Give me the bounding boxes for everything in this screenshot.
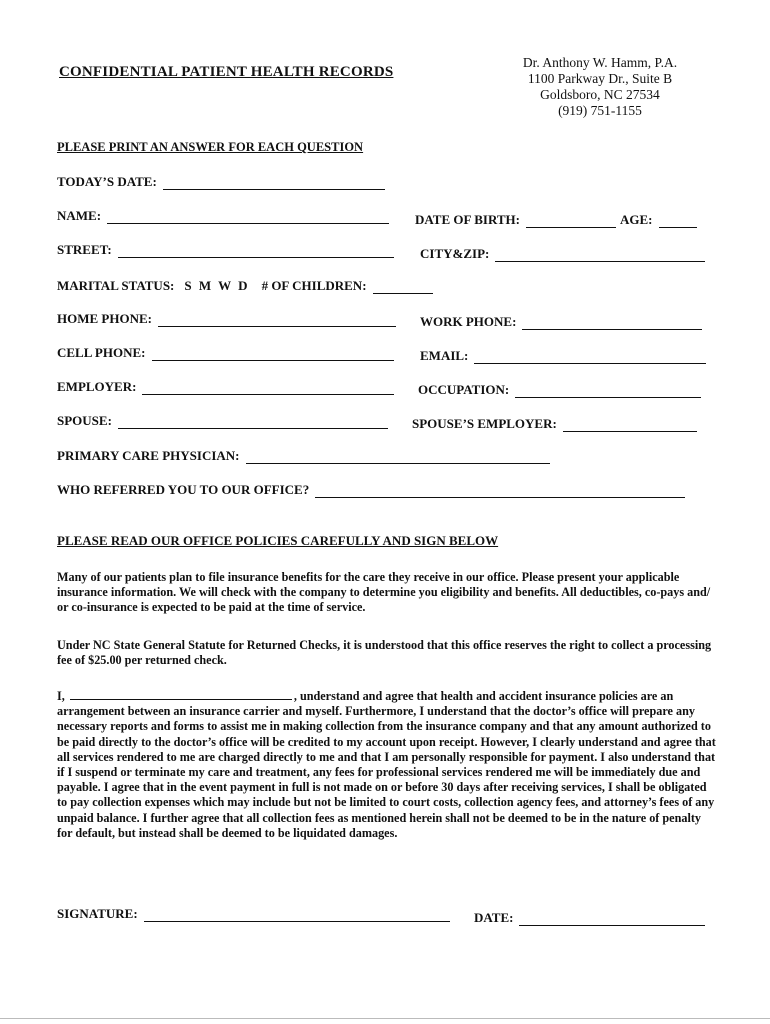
age-label: AGE: — [620, 212, 653, 227]
children-label: # OF CHILDREN: — [261, 278, 367, 293]
employer-row — [57, 379, 394, 395]
dob-field[interactable] — [526, 214, 616, 228]
spouse-field[interactable] — [118, 415, 388, 429]
referred-label: WHO REFERRED YOU TO OUR OFFICE? — [57, 482, 310, 497]
signature-row — [57, 906, 450, 922]
city-zip-label: CITY&ZIP: — [420, 246, 490, 261]
spouse-employer-row — [412, 416, 697, 432]
office-phone: (919) 751-1155 — [558, 103, 642, 118]
signature-date-row — [474, 910, 705, 926]
occupation-label: OCCUPATION: — [418, 382, 510, 397]
age-field[interactable] — [659, 214, 697, 228]
work-phone-label: WORK PHONE: — [420, 314, 517, 329]
agreement-text: , understand and agree that health and accident insurance policies are an arrangement between an insurance carrier and myself. Furthermore, I understand that the doctor’s office will prepare any necessary reports and forms to assist me in making collection from the insurance company and that any amount authorized to be paid directly to the doctor’s office will be credited to my account upon receipt. However, I clearly understand and agree that all services rendered to me are charged directly to me and that I am personally responsible for payment. I also understand that if I suspend or terminate my care and treatment, any fees for professional services rendered me will be immediately due and payable. I agree that in the event payment in full is not made on or before 30 days after receiving services, I shall be obligated to pay collection expenses which may include but not be limited to court costs, collection agency fees, and attorney’s fees of any unpaid balance. I further agree that all collection fees as mentioned herein shall not be deemed to be in the nature of penalty for default, but instead shall be deemed to be liquidated damages. — [57, 689, 716, 840]
occupation-row — [418, 382, 701, 398]
cell-phone-label: CELL PHONE: — [57, 345, 146, 360]
marital-row — [57, 278, 433, 294]
todays-date-label: TODAY’S DATE: — [57, 174, 157, 189]
occupation-field[interactable] — [515, 384, 701, 398]
spouse-employer-label: SPOUSE’S EMPLOYER: — [412, 416, 557, 431]
email-row — [420, 348, 706, 364]
city-zip-row — [420, 246, 705, 262]
name-field[interactable] — [107, 210, 389, 224]
email-field[interactable] — [474, 350, 706, 364]
cell-phone-row — [57, 345, 394, 361]
street-field[interactable] — [118, 244, 394, 258]
children-field[interactable] — [373, 280, 433, 294]
policies-heading: PLEASE READ OUR OFFICE POLICIES CAREFULLY AND SIGN BELOW — [57, 533, 499, 548]
employer-field[interactable] — [142, 381, 394, 395]
office-address — [470, 55, 730, 119]
spouse-label: SPOUSE: — [57, 413, 112, 428]
agreement-name-field[interactable] — [70, 688, 292, 700]
marital-options[interactable]: S M W D — [184, 278, 250, 293]
signature-label: SIGNATURE: — [57, 906, 138, 921]
employer-label: EMPLOYER: — [57, 379, 137, 394]
dob-row — [415, 212, 697, 228]
street-label: STREET: — [57, 242, 112, 257]
work-phone-field[interactable] — [522, 316, 702, 330]
todays-date-field[interactable] — [163, 176, 385, 190]
email-label: EMAIL: — [420, 348, 469, 363]
print-instruction: PLEASE PRINT AN ANSWER FOR EACH QUESTION — [57, 140, 364, 154]
pcp-row — [57, 448, 550, 464]
todays-date-row — [57, 174, 385, 190]
spouse-row — [57, 413, 388, 429]
work-phone-row — [420, 314, 702, 330]
referred-row — [57, 482, 685, 498]
scan-edge-divider — [0, 1018, 770, 1019]
city-zip-field[interactable] — [495, 248, 705, 262]
home-phone-field[interactable] — [158, 313, 396, 327]
name-row — [57, 208, 389, 224]
city-state-zip: Goldsboro, NC 27534 — [540, 87, 660, 102]
signature-date-label: DATE: — [474, 910, 514, 925]
marital-label: MARITAL STATUS: — [57, 278, 175, 293]
agreement-paragraph — [57, 688, 717, 841]
cell-phone-field[interactable] — [152, 347, 394, 361]
spouse-employer-field[interactable] — [563, 418, 697, 432]
pcp-field[interactable] — [246, 450, 550, 464]
referred-field[interactable] — [315, 484, 685, 498]
street-row — [57, 242, 394, 258]
form-title: CONFIDENTIAL PATIENT HEALTH RECORDS — [59, 64, 394, 80]
name-label: NAME: — [57, 208, 102, 223]
street-address: 1100 Parkway Dr., Suite B — [527, 71, 673, 86]
doctor-name: Dr. Anthony W. Hamm, P.A. — [522, 55, 678, 70]
signature-date-field[interactable] — [519, 912, 705, 926]
returned-checks-paragraph: Under NC State General Statute for Returned Checks, it is understood that this office reserves the right to collect a processing fee of $25.00 per returned check. — [57, 638, 712, 668]
pcp-label: PRIMARY CARE PHYSICIAN: — [57, 448, 240, 463]
dob-label: DATE OF BIRTH: — [415, 212, 520, 227]
agreement-start: I, — [57, 689, 65, 703]
signature-field[interactable] — [144, 908, 450, 922]
insurance-paragraph: Many of our patients plan to file insurance benefits for the care they receive in our office. Please present your applicable insurance information. We will check with the company to determine you eligibility and benefits. All deductibles, co-pays and/ or co-insurance is expected to be paid at the time of service. — [57, 570, 711, 615]
home-phone-label: HOME PHONE: — [57, 311, 152, 326]
home-phone-row — [57, 311, 396, 327]
